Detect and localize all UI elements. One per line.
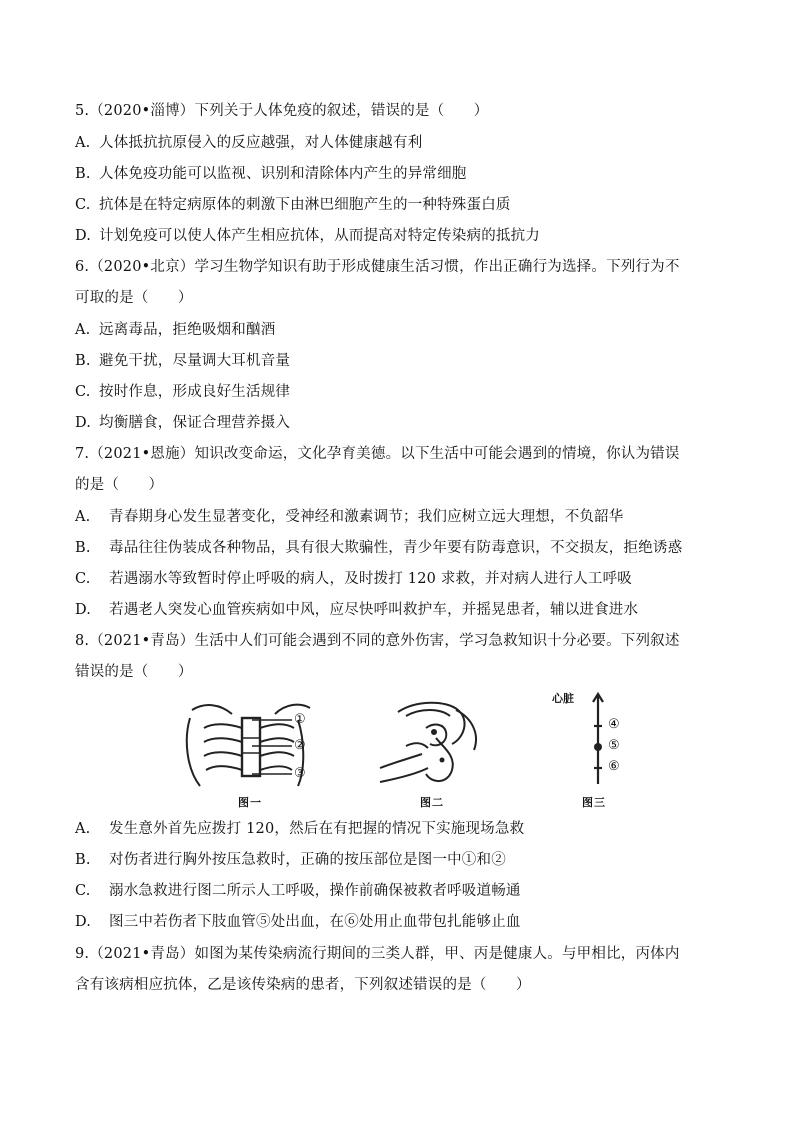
question-9-stem-line-2: 含有该病相应抗体，乙是该传染病的患者，下列叙述错误的是（ ） [75, 977, 531, 993]
heart-label: 心脏 [552, 692, 574, 705]
option-text: 图三中若伤者下肢血管⑤处出血，在⑥处用止血带包扎能够止血 [109, 914, 521, 930]
question-7-stem-line-2: 的是（ ） [75, 477, 164, 493]
option-text: 避免干扰，尽量调大耳机音量 [99, 353, 291, 369]
question-8-stem-line-1: 8.（2021•青岛）生活中人们可能会遇到不同的意外伤害，学习急救知识十分必要。下列叙述 [75, 633, 680, 649]
figure-1-caption: 图一 [238, 796, 262, 809]
question-5-stem: 5.（2020•淄博）下列关于人体免疫的叙述，错误的是（ ） [75, 103, 489, 119]
question-8-figures [180, 688, 640, 813]
option-text: 抗体是在特定病原体的刺激下由淋巴细胞产生的一种特殊蛋白质 [99, 197, 511, 213]
figure-2-rescue-breathing [376, 698, 486, 810]
question-7-option-d [75, 600, 638, 620]
marker-3: ③ [294, 766, 306, 781]
question-7-option-a [75, 507, 624, 527]
question-6-option-d [75, 413, 290, 433]
question-7-option-c [75, 569, 632, 589]
marker-4: ④ [608, 717, 620, 732]
option-text: 若遇老人突发心血管疾病如中风，应尽快呼叫救护车，并摇晃患者，辅以进食进水 [109, 602, 639, 618]
question-7-option-b [75, 538, 682, 558]
question-8-option-d [75, 912, 521, 932]
question-5-option-d [75, 226, 540, 246]
option-label: C. [75, 571, 91, 587]
question-9-stem-line-1: 9.（2021•青岛）如图为某传染病流行期间的三类人群，甲、丙是健康人。与甲相比，丙体内 [75, 946, 680, 962]
figure-3-vessel [550, 688, 640, 810]
option-label: D. [75, 602, 92, 618]
option-label: A. [75, 322, 91, 338]
question-6-option-b [75, 351, 290, 371]
figure-1-ribcage [180, 698, 320, 810]
option-label: C. [75, 384, 91, 400]
question-5-option-a [75, 133, 422, 153]
question-6-option-c [75, 382, 290, 402]
option-label: B. [75, 353, 91, 369]
option-label: D. [75, 914, 92, 930]
option-label: B. [75, 540, 91, 556]
option-text: 计划免疫可以使人体产生相应抗体，从而提高对特定传染病的抵抗力 [99, 228, 540, 244]
option-text: 发生意外首先应拨打 120，然后在有把握的情况下实施现场急救 [109, 821, 525, 837]
option-label: D. [75, 415, 92, 431]
option-label: C. [75, 197, 91, 213]
rescue-breathing-drawing [376, 698, 486, 793]
option-text: 人体免疫功能可以监视、识别和清除体内产生的异常细胞 [99, 166, 467, 182]
question-5-option-b [75, 164, 467, 184]
option-text: 青春期身心发生显著变化，受神经和激素调节；我们应树立远大理想，不负韶华 [109, 509, 624, 525]
question-6-stem-line-1: 6.（2020•北京）学习生物学知识有助于形成健康生活习惯，作出正确行为选择。下列行为不 [75, 259, 680, 275]
marker-5: ⑤ [608, 738, 620, 753]
option-label: A. [75, 135, 91, 151]
question-7-stem-line-1: 7.（2021•恩施）知识改变命运，文化孕育美德。以下生活中可能会遇到的情境，你认为错误 [75, 446, 680, 462]
option-text: 对伤者进行胸外按压急救时，正确的按压部位是图一中①和② [109, 852, 506, 868]
marker-1: ① [294, 712, 306, 727]
question-6-stem-line-2: 可取的是（ ） [75, 290, 193, 306]
marker-2: ② [294, 738, 306, 753]
question-8-option-c [75, 881, 521, 901]
question-6-option-a [75, 320, 275, 340]
figure-3-caption: 图三 [582, 796, 606, 809]
option-label: B. [75, 852, 91, 868]
question-8-option-b [75, 850, 506, 870]
option-text: 溺水急救进行图二所示人工呼吸，操作前确保被救者呼吸道畅通 [109, 883, 521, 899]
question-8-option-a [75, 819, 524, 839]
vessel-drawing [550, 688, 640, 788]
option-label: D. [75, 228, 92, 244]
option-text: 人体抵抗抗原侵入的反应越强，对人体健康越有利 [99, 135, 423, 151]
option-text: 均衡膳食，保证合理营养摄入 [99, 415, 291, 431]
option-text: 按时作息，形成良好生活规律 [99, 384, 291, 400]
marker-6: ⑥ [608, 759, 620, 774]
question-8-stem-line-2: 错误的是（ ） [75, 664, 193, 680]
option-text: 远离毒品，拒绝吸烟和酗酒 [99, 322, 276, 338]
option-label: B. [75, 166, 91, 182]
option-text: 若遇溺水等致暂时停止呼吸的病人，及时拨打 120 求救，并对病人进行人工呼吸 [109, 571, 632, 587]
figure-2-caption: 图二 [420, 796, 444, 809]
option-label: A. [75, 509, 91, 525]
option-label: A. [75, 821, 91, 837]
option-label: C. [75, 883, 91, 899]
option-text: 毒品往往伪装成各种物品，具有很大欺骗性，青少年要有防毒意识，不交损友，拒绝诱惑 [109, 540, 683, 556]
question-5-option-c [75, 195, 511, 215]
